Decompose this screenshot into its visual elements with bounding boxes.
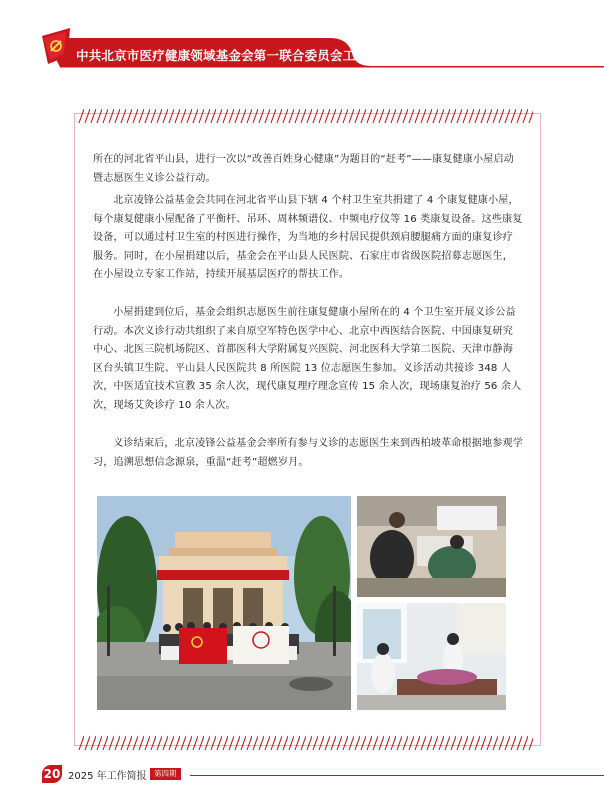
article-paragraph: 北京凌锋公益基金会共同在河北省平山县下辖 4 个村卫生室共捐建了 4 个康复健康小屋，每个康复健康小屋配备了平衡杆、吊环、周林频谱仪、中频电疗仪等 16 类康复设备。这些康复设备，可以通过村卫生室的村医进行操作，为当地的乡村居民提供颈肩腰腿痛方面的康复诊疗服务。同时，在小屋捐建以后，基金会在平山县人民医院、石家庄市省级医院招募志愿医生，在小屋设立专家工作站，持续开展基层医疗的帮扶工作。 bbox=[93, 195, 523, 281]
treatment-room-photo bbox=[357, 603, 506, 710]
consultation-photo bbox=[357, 496, 506, 597]
issue-badge: 第四期 bbox=[150, 768, 181, 780]
page-header-title: 中共北京市医疗健康领域基金会第一联合委员会工作简报 bbox=[76, 48, 394, 63]
group-photo-memorial-hall bbox=[97, 496, 351, 710]
footer-title: 2025 年工作简报 bbox=[68, 771, 147, 782]
article-paragraph: 所在的河北省平山县，进行一次以“改善百姓身心健康”为题目的“赶考”——康复健康小屋启动暨志愿医生义诊公益行动。 bbox=[93, 154, 515, 184]
article-paragraph: 义诊结束后，北京凌锋公益基金会率所有参与义诊的志愿医生来到西柏坡革命根据地参观学习，追溯思想信念源泉，重温“赶考”超燃岁月。 bbox=[93, 438, 523, 468]
page-number: 20 bbox=[43, 767, 61, 781]
footer-divider bbox=[190, 775, 604, 776]
article-paragraph: 小屋捐建到位后，基金会组织志愿医生前往康复健康小屋所在的 4 个卫生室开展义诊公益行动。本次义诊行动共组织了来自原空军特色医学中心、北京中西医结合医院、中国康复研究中心、北医三院机场院区、首都医科大学附属复兴医院、河北医科大学第二医院、天津市静海区台头镇卫生院、平山县人民医院共 8 所医院 13 位志愿医生参加。义诊活动共接诊 348 人次，中医适宜技术宣教 35 余人次，现代康复理疗理念宣传 15 余人次，现场康复治疗 56 余人次，现场艾灸诊疗 10 余人次。 bbox=[93, 307, 522, 411]
bottom-hatch-decoration bbox=[78, 735, 533, 751]
party-emblem-icon bbox=[40, 26, 74, 70]
top-hatch-decoration bbox=[78, 108, 533, 124]
